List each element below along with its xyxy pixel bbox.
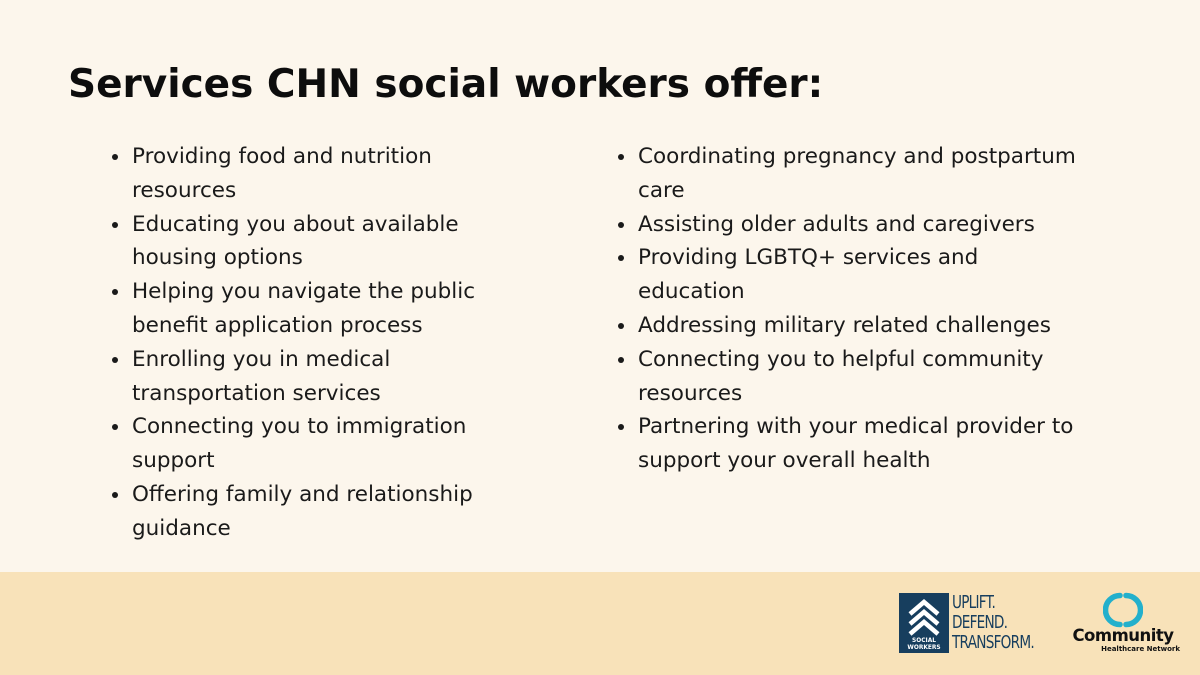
- chn-subname: Healthcare Network: [1101, 645, 1180, 653]
- tagline-uplift: UPLIFT.: [952, 593, 996, 613]
- list-item: Providing food and nutrition resources: [107, 140, 537, 208]
- social-workers-badge: [899, 593, 949, 653]
- list-item: Assisting older adults and caregivers: [613, 208, 1083, 242]
- badge-text-workers: WORKERS: [907, 643, 941, 651]
- tagline-defend: DEFEND.: [952, 613, 1008, 633]
- list-item: Educating you about available housing options: [107, 208, 537, 276]
- page-title: Services CHN social workers offer:: [68, 62, 824, 107]
- services-list-left: [107, 140, 537, 546]
- list-item: Addressing military related challenges: [613, 309, 1083, 343]
- chevrons-up-icon: [899, 595, 949, 637]
- chn-logo: [1066, 592, 1180, 658]
- social-workers-logo: [899, 593, 1059, 653]
- list-item: Providing LGBTQ+ services and education: [613, 241, 1083, 309]
- list-item: Connecting you to helpful community resources: [613, 343, 1083, 411]
- list-item: Offering family and relationship guidance: [107, 478, 537, 546]
- list-item: Partnering with your medical provider to support your overall health: [613, 410, 1083, 478]
- chn-name: Community: [1072, 626, 1174, 645]
- chn-ring-icon: [1103, 592, 1143, 628]
- badge-text-social: SOCIAL: [912, 636, 936, 644]
- list-item: Enrolling you in medical transportation services: [107, 343, 537, 411]
- services-list-right: [613, 140, 1083, 478]
- social-workers-tagline: [952, 593, 1034, 653]
- tagline-transform: TRANSFORM.: [952, 633, 1034, 653]
- list-item: Coordinating pregnancy and postpartum care: [613, 140, 1083, 208]
- list-item: Connecting you to immigration support: [107, 410, 537, 478]
- list-item: Helping you navigate the public benefit application process: [107, 275, 537, 343]
